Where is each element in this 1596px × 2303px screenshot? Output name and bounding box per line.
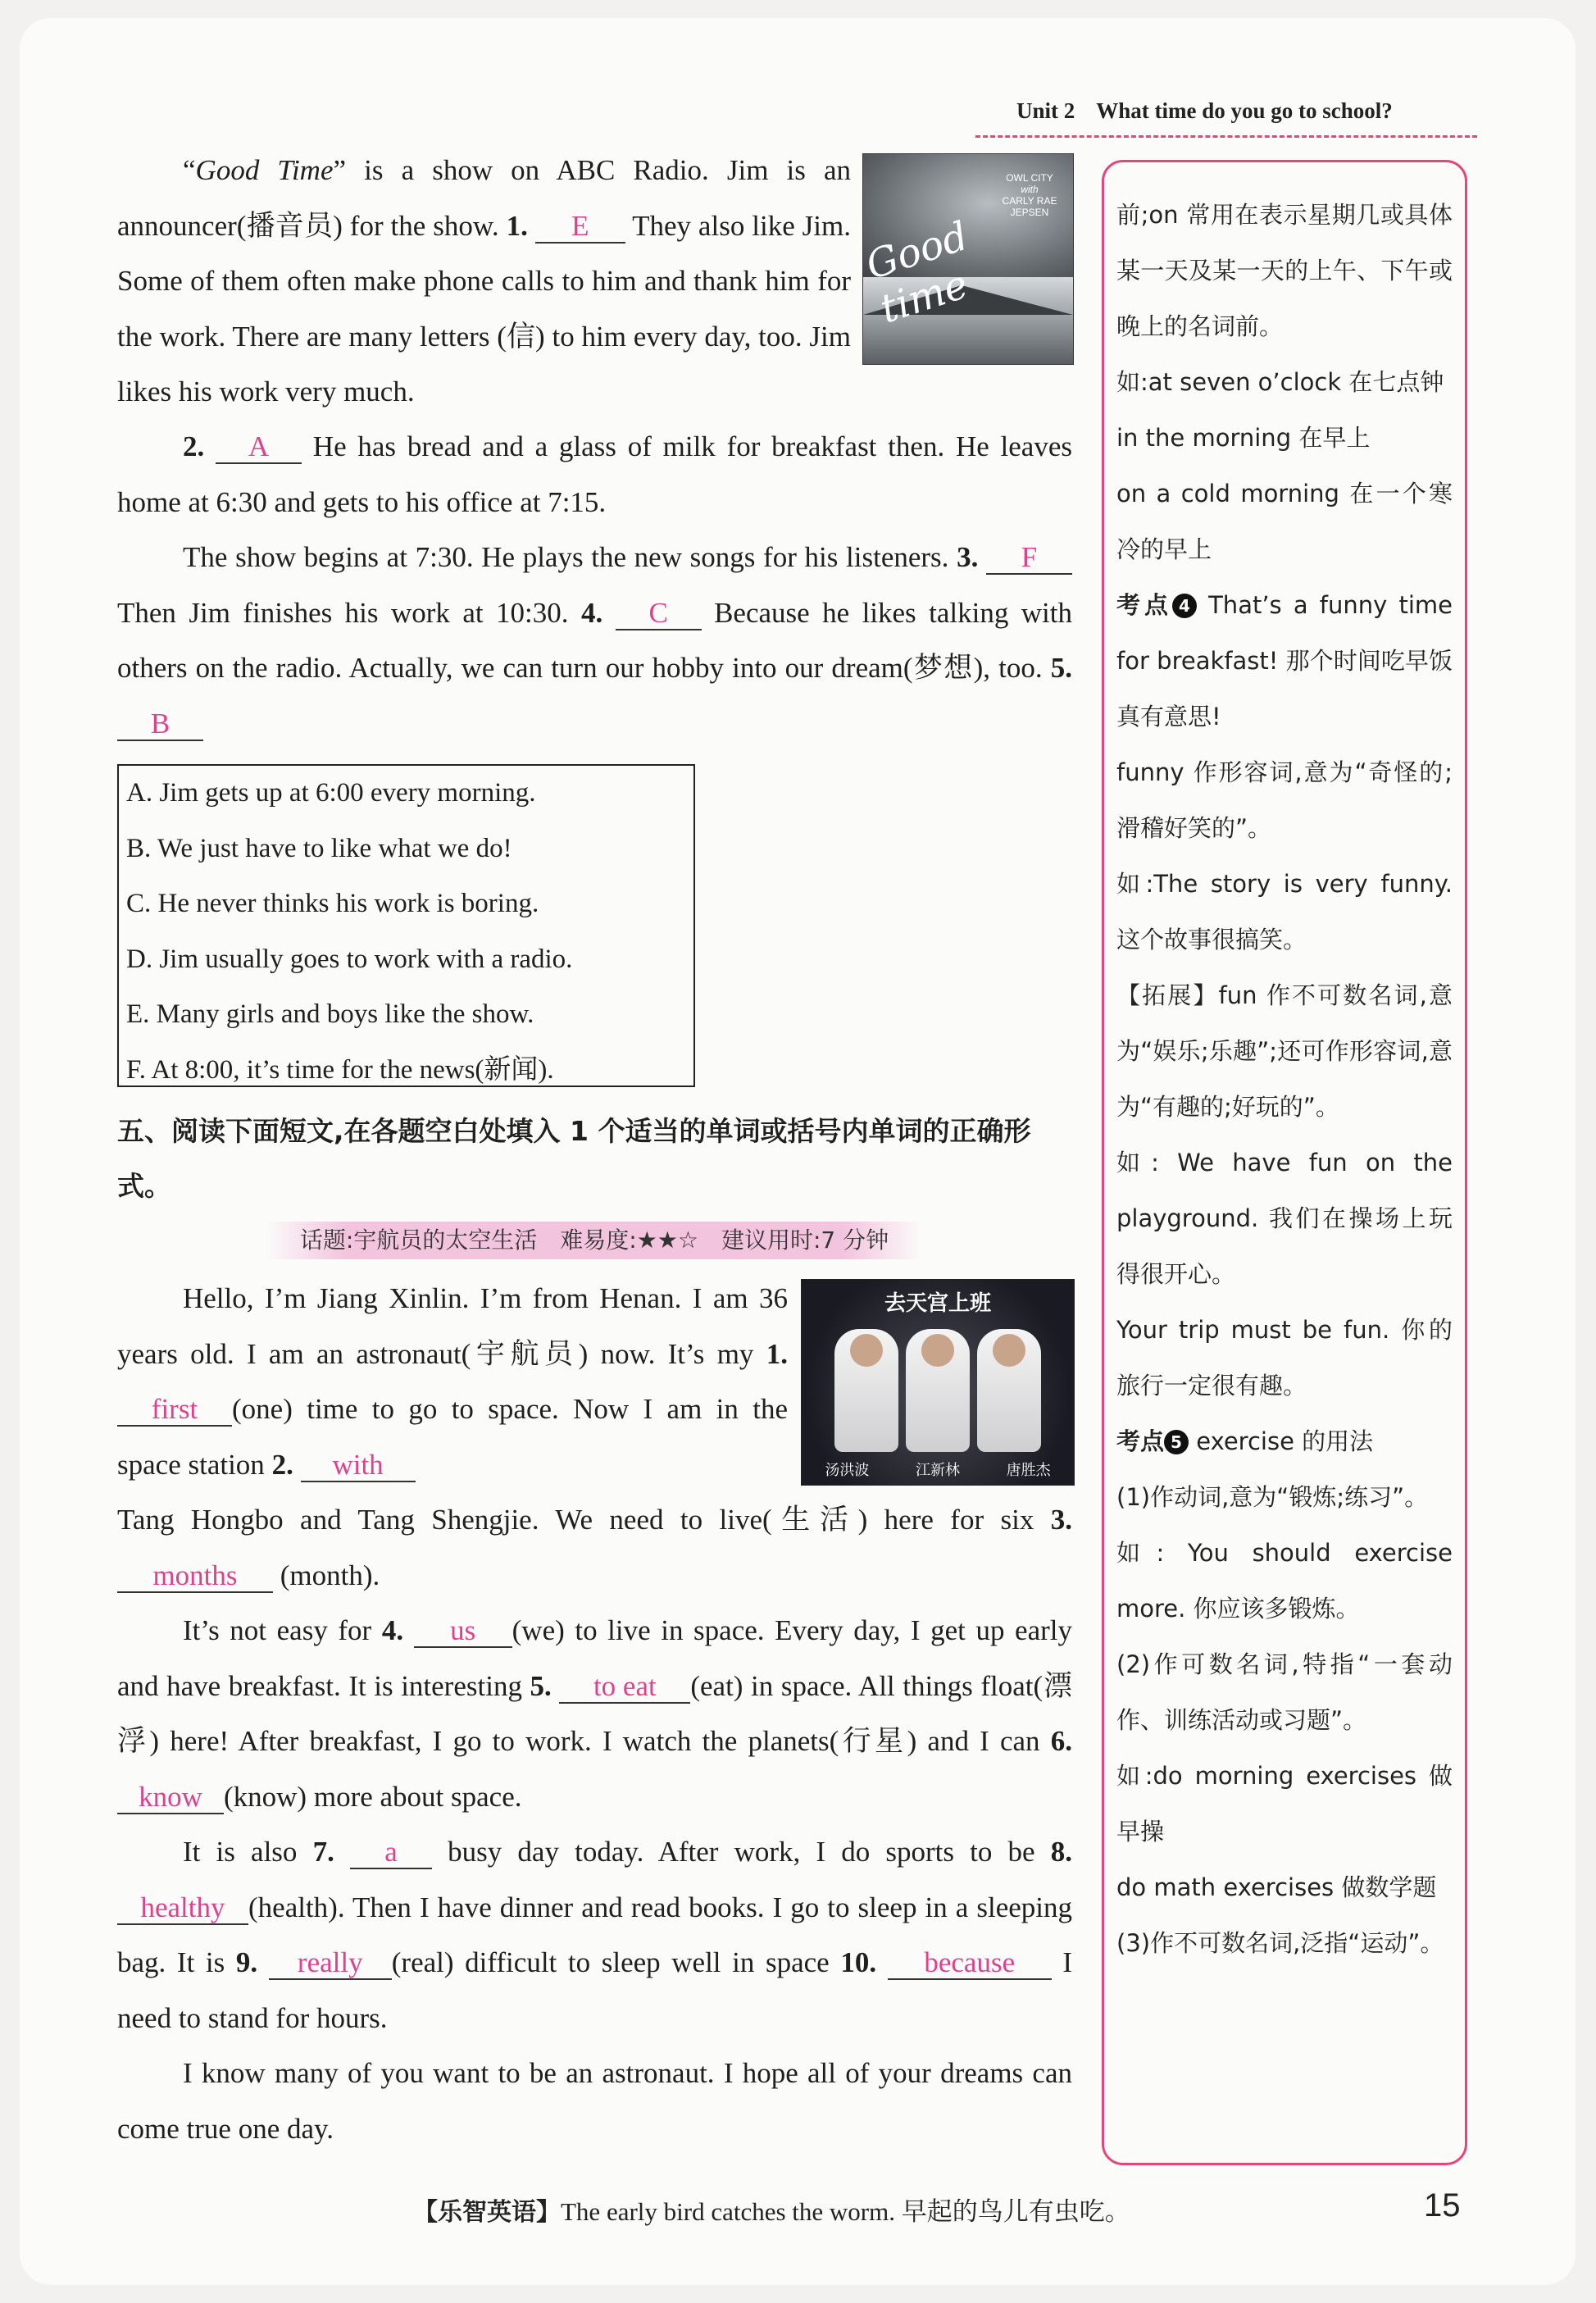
unit-title: What time do you go to school?: [1096, 98, 1393, 123]
astronaut-names: 汤洪波 江新林 唐胜杰: [825, 1462, 1051, 1479]
answer-blank-4: C: [616, 598, 702, 630]
note-text: in the morning 在早上: [1116, 424, 1371, 452]
footer-motto: 【乐智英语】The early bird catches the worm. 早起的鸟儿有虫吃。: [413, 2197, 1130, 2227]
answer-blank-p2-7: a: [350, 1836, 432, 1869]
astronaut-figure: [977, 1329, 1041, 1452]
passage-1-rest: [117, 419, 1072, 751]
option-e: E. Many girls and boys like the show.: [126, 999, 534, 1029]
answer-blank-1: E: [535, 211, 625, 243]
passage-1-paragraph-2: 2. A He has bread and a glass of milk for breakfast then. He leaves home at 6:30 and gets to his office at 7:15.: [117, 430, 1072, 518]
page-number: 15: [1424, 2187, 1461, 2223]
passage-2-paragraph-4: I know many of you want to be an astronaut. I hope all of your dreams can come true one day.: [117, 2057, 1072, 2145]
passage-2-top: [117, 1271, 788, 1492]
answer-blank-p2-5: to eat: [559, 1671, 690, 1704]
footer-brand: 【乐智英语】: [413, 2198, 561, 2227]
answer-blank-p2-10: because: [888, 1947, 1052, 1980]
key-point-5: 考点 5 exercise 的用法: [1116, 1427, 1374, 1455]
passage-1-paragraph-3: The show begins at 7:30. He plays the new songs for his listeners. 3. F Then Jim finishes his work at 10:30. 4. C Because he likes talking with others on the radio. Actually, we can turn our hobby into our dream(梦想), too. 5. B: [117, 541, 1072, 740]
key-point-4: 考点 4 That’s a funny time for breakfast! 那个时间吃早饭真有意思!: [1116, 591, 1453, 730]
option-b: B. We just have to like what we do!: [126, 833, 512, 863]
note-text: (2)作可数名词,特指“一套动作、训练活动或习题”。: [1116, 1650, 1453, 1734]
astronaut-figure: [906, 1329, 970, 1452]
answer-blank-p2-8: healthy: [117, 1892, 248, 1925]
passage-2-paragraph-1b: Tang Hongbo and Tang Shengjie. We need to live(生活) here for six 3. months (month).: [117, 1504, 1072, 1591]
note-text: 如:do morning exercises 做早操: [1116, 1762, 1453, 1846]
options-box: [117, 764, 695, 1087]
note-text: 如:at seven o’clock 在七点钟: [1116, 368, 1444, 396]
passage-2-paragraph-1a: Hello, I’m Jiang Xinlin. I’m from Henan. I am 36 years old. I am an astronaut(宇航员) now. It’s my 1. first (one) time to go to space. Now I am in the space station 2. with: [117, 1282, 788, 1481]
passage-1-paragraph-1: “Good Time” is a show on ABC Radio. Jim is an announcer(播音员) for the show. 1. E They also like Jim. Some of them often make phone calls to him and thank him for the work. There are many letters (信) to him every day, too. Jim likes his work very much.: [117, 154, 852, 407]
answer-blank-p2-3: months: [117, 1560, 273, 1593]
album-credit: OWL CITY with CARLY RAE JEPSEN: [1002, 172, 1057, 218]
astronaut-figure: [834, 1329, 898, 1452]
option-a: A. Jim gets up at 6:00 every morning.: [126, 778, 536, 808]
note-text: 如: You should exercise more. 你应该多锻炼。: [1116, 1539, 1453, 1623]
option-f: F. At 8:00, it’s time for the news(新闻).: [126, 1054, 554, 1085]
answer-blank-p2-2: with: [301, 1450, 416, 1482]
note-text: 如: We have fun on the playground. 我们在操场上玩得很开心。: [1116, 1149, 1453, 1288]
note-text: do math exercises 做数学题: [1116, 1873, 1437, 1901]
astronauts-image: [801, 1279, 1075, 1486]
answer-blank-2: A: [216, 431, 302, 464]
passage-1-top: [117, 143, 851, 420]
answer-blank-p2-4: us: [414, 1615, 512, 1648]
note-text: 前;on 常用在表示星期几或具体某一天及某一天的上午、下午或晚上的名词前。: [1116, 201, 1453, 340]
passage-2-rest: [117, 1492, 1072, 2156]
key-point-number-badge: 5: [1164, 1430, 1189, 1454]
answer-blank-p2-9: really: [269, 1947, 392, 1980]
show-name: Good Time: [195, 154, 334, 186]
answer-blank-p2-6: know: [117, 1782, 224, 1814]
header-dashed-rule: [975, 135, 1477, 138]
option-d: D. Jim usually goes to work with a radio.: [126, 944, 573, 974]
topic-bar: 话题:宇航员的太空生活 难易度:★★☆ 建议用时:7 分钟: [266, 1222, 922, 1259]
note-text: (3)作不可数名词,泛指“运动”。: [1116, 1929, 1444, 1957]
notes-sidebar: [1116, 187, 1453, 1971]
note-text: Your trip must be fun. 你的旅行一定很有趣。: [1116, 1316, 1453, 1400]
key-point-number-badge: 4: [1172, 594, 1197, 618]
note-text: on a cold morning 在一个寒冷的早上: [1116, 480, 1453, 563]
note-text: (1)作动词,意为“锻炼;练习”。: [1116, 1483, 1429, 1511]
answer-blank-p2-1: first: [117, 1394, 232, 1427]
answer-blank-5: B: [117, 708, 203, 741]
option-c: C. He never thinks his work is boring.: [126, 889, 539, 918]
answer-blank-3: F: [986, 542, 1072, 575]
passage-2-paragraph-3: It is also 7. a busy day today. After work, I do sports to be 8. healthy (health). Then I have dinner and read books. I go to sleep in a sleeping bag. It is 9. really (real) difficult to sleep well in space 10. because I need to stand for hours.: [117, 1836, 1073, 2034]
running-header: [1016, 98, 1393, 124]
astronauts-image-title: 去天宫上班: [884, 1291, 991, 1316]
album-script-title: Good time: [860, 212, 974, 333]
note-text: 【拓展】fun 作不可数名词,意为“娱乐;乐趣”;还可作形容词,意为“有趣的;好玩的”。: [1116, 981, 1453, 1121]
passage-2-paragraph-2: It’s not easy for 4. us (we) to live in space. Every day, I get up early and have breakfast. It is interesting 5. to eat (eat) in space. All things float(漂浮) here! After breakfast, I go to work. I watch the planets(行星) and I can 6. know (know) more about space.: [117, 1614, 1073, 1813]
note-text: funny 作形容词,意为“奇怪的;滑稽好笑的”。: [1116, 758, 1453, 842]
album-cover-image: [862, 153, 1074, 365]
section-5-heading: 五、阅读下面短文,在各题空白处填入 1 个适当的单词或括号内单词的正确形式。: [117, 1115, 1031, 1202]
note-text: 如:The story is very funny. 这个故事很搞笑。: [1116, 870, 1453, 954]
unit-label: Unit 2: [1016, 98, 1075, 123]
